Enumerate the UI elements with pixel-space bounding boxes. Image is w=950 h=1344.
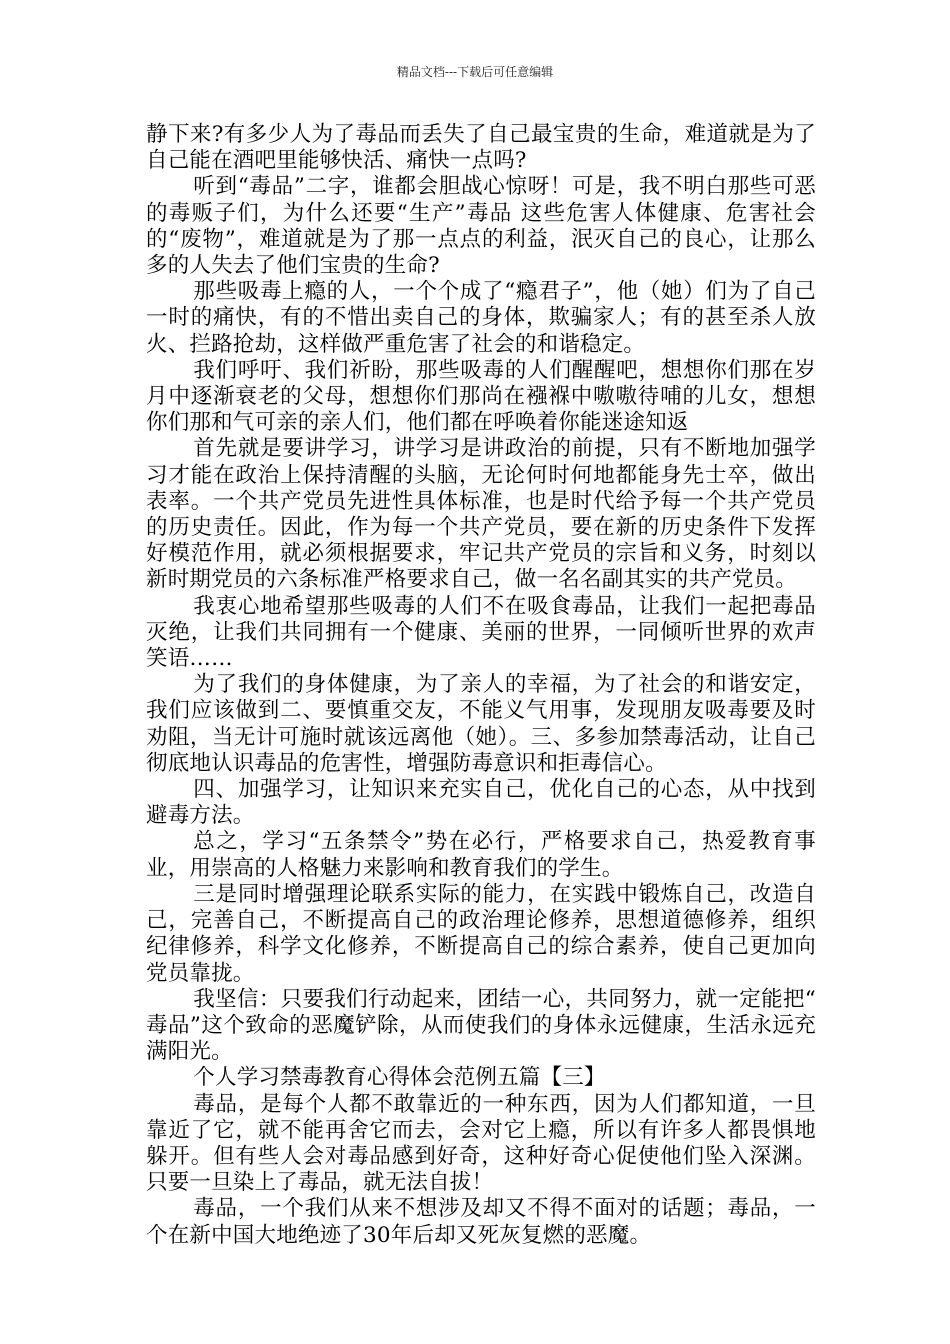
paragraph: 为了我们的身体健康，为了亲人的幸福，为了社会的和谐安定，我们应该做到二、要慎重交友，不能义气用事，发现朋友吸毒要及时劝阻，当无计可施时就该远离他（她）。三、多参加禁毒活动，让自己彻底地认识毒品的危害性，增强防毒意识和拒毒信心。	[146, 672, 816, 776]
paragraph: 我坚信：只要我们行动起来，团结一心，共同努力，就一定能把“ 毒品”这个致命的恶魔铲除，从而使我们的身体永远健康，生活永远充满阳光。	[146, 986, 816, 1065]
document-body	[146, 122, 816, 1249]
paragraph: 首先就是要讲学习，讲学习是讲政治的前提，只有不断地加强学习才能在政治上保持清醒的头脑，无论何时何地都能身先士卒，做出表率。一个共产党员先进性具体标准，也是时代给予每一个共产党员的历史责任。因此，作为每一个共产党员，要在新的历史条件下发挥好模范作用，就必须根据要求，牢记共产党员的宗旨和义务，时刻以新时期党员的六条标准严格要求自己，做一名名副其实的共产党员。	[146, 436, 816, 593]
paragraph: 毒品，是每个人都不敢靠近的一种东西，因为人们都知道，一旦靠近了它，就不能再舍它而去，会对它上瘾，所以有许多人都畏惧地躲开。但有些人会对毒品感到好奇，这种好奇心促使他们坠入深渊。只要一旦染上了毒品，就无法自拔！	[146, 1091, 816, 1196]
paragraph: 总之，学习“五条禁令”势在必行，严格要求自己，热爱教育事业，用崇高的人格魅力来影响和教育我们的学生。	[146, 829, 816, 881]
page-header: 精品文档---下载后可任意编辑	[396, 65, 554, 79]
paragraph: 我衷心地希望那些吸毒的人们不在吸食毒品，让我们一起把毒品灭绝，让我们共同拥有一个健康、美丽的世界，一同倾听世界的欢声笑语……	[146, 593, 816, 672]
paragraph: 三是同时增强理论联系实际的能力，在实践中锻炼自己，改造自己，完善自己，不断提高自己的政治理论修养，思想道德修养，组织纪律修养，科学文化修养，不断提高自己的综合素养，使自己更加向党员靠拢。	[146, 881, 816, 986]
paragraph: 毒品，一个我们从来不想涉及却又不得不面对的话题；毒品，一个在新中国大地绝迹了30年后却又死灰复燃的恶魔。	[146, 1196, 816, 1248]
paragraph: 静下来?有多少人为了毒品而丢失了自己最宝贵的生命，难道就是为了自己能在酒吧里能够快活、痛快一点吗?	[146, 122, 816, 174]
paragraph: 听到“毒品”二字，谁都会胆战心惊呀！可是，我不明白那些可恶的毒贩子们，为什么还要“生产”毒品 这些危害人体健康、危害社会的“废物”，难道就是为了那一点点的利益，泯灭自己的良心，让那么多的人失去了他们宝贵的生命?	[146, 174, 816, 279]
paragraph: 四、加强学习，让知识来充实自己，优化自己的心态，从中找到避毒方法。	[146, 777, 816, 829]
section-title: 个人学习禁毒教育心得体会范例五篇【三】	[193, 1065, 606, 1091]
paragraph: 那些吸毒上瘾的人，一个个成了“瘾君子”，他（她）们为了自己一时的痛快，有的不惜出卖自己的身体，欺骗家人；有的甚至杀人放火、拦路抢劫，这样做严重危害了社会的和谐稳定。	[146, 279, 816, 357]
paragraph: 我们呼吁、我们祈盼，那些吸毒的人们醒醒吧，想想你们那在岁月中逐渐衰老的父母，想想你们那尚在襁褓中嗷嗷待哺的儿女，想想你们那和气可亲的亲人们，他们都在呼唤着你能迷途知返	[146, 357, 816, 436]
